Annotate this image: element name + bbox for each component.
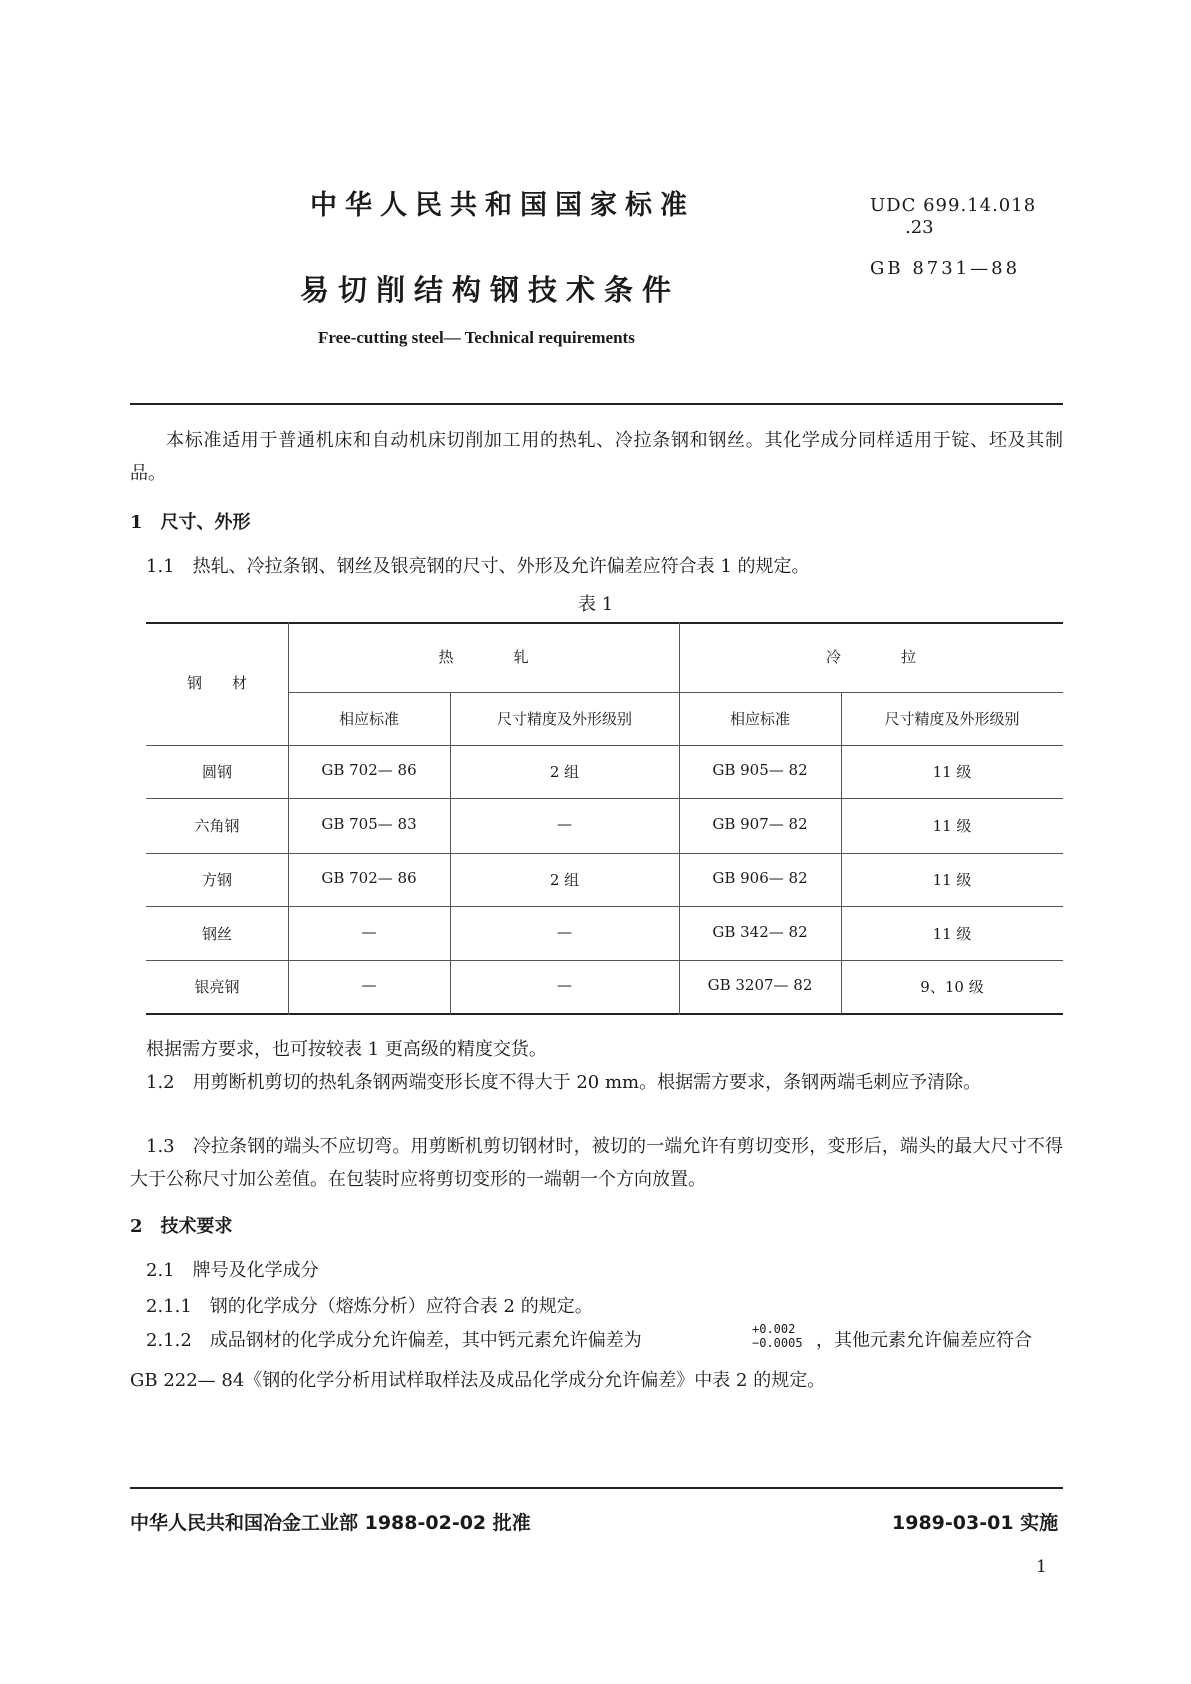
- table-cell-hot-grade: —: [557, 923, 572, 941]
- clause-1-3: 1.3 冷拉条钢的端头不应切弯。用剪断机剪切钢材时，被切的一端允许有剪切变形，变形后，端头的最大尺寸不得大于公称尺寸加公差值。在包装时应将剪切变形的一端朝一个方向放置。: [130, 1136, 1063, 1190]
- table-cell-hot-standard: GB 705— 83: [321, 815, 417, 833]
- table-line: [146, 960, 1063, 961]
- udc-number: UDC 699.14.018: [870, 195, 1037, 216]
- effective-date: 1989-03-01 实施: [892, 1512, 1059, 1534]
- calcium-tolerance: [752, 1322, 803, 1350]
- title-chinese: 易切削结构钢技术条件: [300, 273, 681, 307]
- table-cell-cold-grade: 11 级: [932, 925, 972, 943]
- table-line: [146, 798, 1063, 799]
- approval-line: 中华人民共和国冶金工业部 1988-02-02 批准: [130, 1512, 531, 1534]
- table-cell-material: 圆钢: [201, 763, 232, 781]
- header-divider: [130, 403, 1063, 405]
- udc-number-suffix: .23: [905, 217, 934, 238]
- table-cell-hot-standard: GB 702— 86: [321, 761, 417, 779]
- clause-2-1-2-continued: ，其他元素允许偏差应符合: [816, 1330, 1032, 1351]
- table-cell-hot-grade: —: [557, 976, 572, 994]
- table-line: [450, 692, 451, 1015]
- clause-2-1-2: 2.1.2 成品钢材的化学成分允许偏差，其中钙元素允许偏差为: [146, 1330, 642, 1351]
- table-cell-hot-grade: 2 组: [549, 871, 580, 889]
- gb-code: GB 8731—88: [870, 258, 1021, 279]
- table-cell-cold-standard: GB 905— 82: [712, 761, 808, 779]
- clause-2-1: 2.1 牌号及化学成分: [146, 1260, 319, 1281]
- clause-1-1: 1.1 热轧、冷拉条钢、钢丝及银亮钢的尺寸、外形及允许偏差应符合表 1 的规定。: [146, 556, 810, 577]
- standard-name: 中华人民共和国国家标准: [310, 190, 695, 221]
- section-1-heading: 1 尺寸、外形: [130, 512, 251, 533]
- table-1-caption: 表 1: [578, 594, 614, 615]
- table-cell-cold-grade: 11 级: [932, 817, 972, 835]
- column-header-hot-grade: 尺寸精度及外形级别: [496, 710, 632, 728]
- table-note: 根据需方要求，也可按较表 1 更高级的精度交货。: [146, 1039, 547, 1060]
- title-english: Free-cutting steel— Technical requirements: [318, 328, 635, 347]
- clause-2-1-1: 2.1.1 钢的化学成分（熔炼分析）应符合表 2 的规定。: [146, 1296, 593, 1317]
- footer-divider: [130, 1487, 1063, 1489]
- table-bottom-rule: [146, 1013, 1063, 1015]
- column-header-hot-standard: 相应标准: [338, 710, 399, 728]
- table-cell-material: 银亮钢: [194, 978, 240, 996]
- table-cell-hot-standard: —: [361, 976, 377, 994]
- page-number: 1: [1036, 1557, 1047, 1577]
- table-cell-cold-standard: GB 906— 82: [712, 869, 808, 887]
- table-cell-cold-standard: GB 907— 82: [712, 815, 808, 833]
- column-group-cold-drawn: 冷 拉: [825, 648, 916, 666]
- clause-1-2: 1.2 用剪断机剪切的热轧条钢两端变形长度不得大于 20 mm。根据需方要求，条钢两端毛刺应予清除。: [146, 1072, 982, 1093]
- column-header-material: 钢 材: [186, 674, 247, 692]
- table-cell-cold-grade: 11 级: [932, 871, 972, 889]
- section-2-heading: 2 技术要求: [130, 1216, 233, 1237]
- table-cell-hot-grade: 2 组: [549, 763, 580, 781]
- tolerance-plus: +0.002: [752, 1322, 796, 1336]
- table-top-rule: [146, 622, 1063, 624]
- table-line: [288, 692, 1063, 693]
- table-line: [146, 745, 1063, 746]
- table-cell-hot-standard: —: [361, 923, 377, 941]
- column-group-hot-rolled: 热 轧: [438, 648, 529, 666]
- table-cell-hot-standard: GB 702— 86: [321, 869, 417, 887]
- table-cell-hot-grade: —: [557, 815, 572, 833]
- table-1: [146, 622, 1063, 1015]
- table-line: [146, 853, 1063, 854]
- table-cell-cold-standard: GB 3207— 82: [707, 976, 813, 994]
- clause-2-1-2-reference: GB 222— 84《钢的化学分析用试样取样法及成品化学成分允许偏差》中表 2 的规定。: [130, 1370, 826, 1391]
- table-cell-material: 钢丝: [201, 925, 232, 943]
- table-cell-material: 方钢: [201, 871, 232, 889]
- table-cell-cold-standard: GB 342— 82: [712, 923, 808, 941]
- table-cell-material: 六角钢: [194, 817, 240, 835]
- table-cell-cold-grade: 11 级: [932, 763, 972, 781]
- tolerance-minus: −0.0005: [752, 1336, 803, 1350]
- table-line: [146, 906, 1063, 907]
- intro-paragraph: 本标准适用于普通机床和自动机床切削加工用的热轧、冷拉条钢和钢丝。其化学成分同样适用于锭、坯及其制品。: [130, 430, 1063, 484]
- table-line: [841, 692, 842, 1015]
- column-header-cold-grade: 尺寸精度及外形级别: [884, 710, 1020, 728]
- table-cell-cold-grade: 9、10 级: [920, 978, 984, 996]
- column-header-cold-standard: 相应标准: [729, 710, 790, 728]
